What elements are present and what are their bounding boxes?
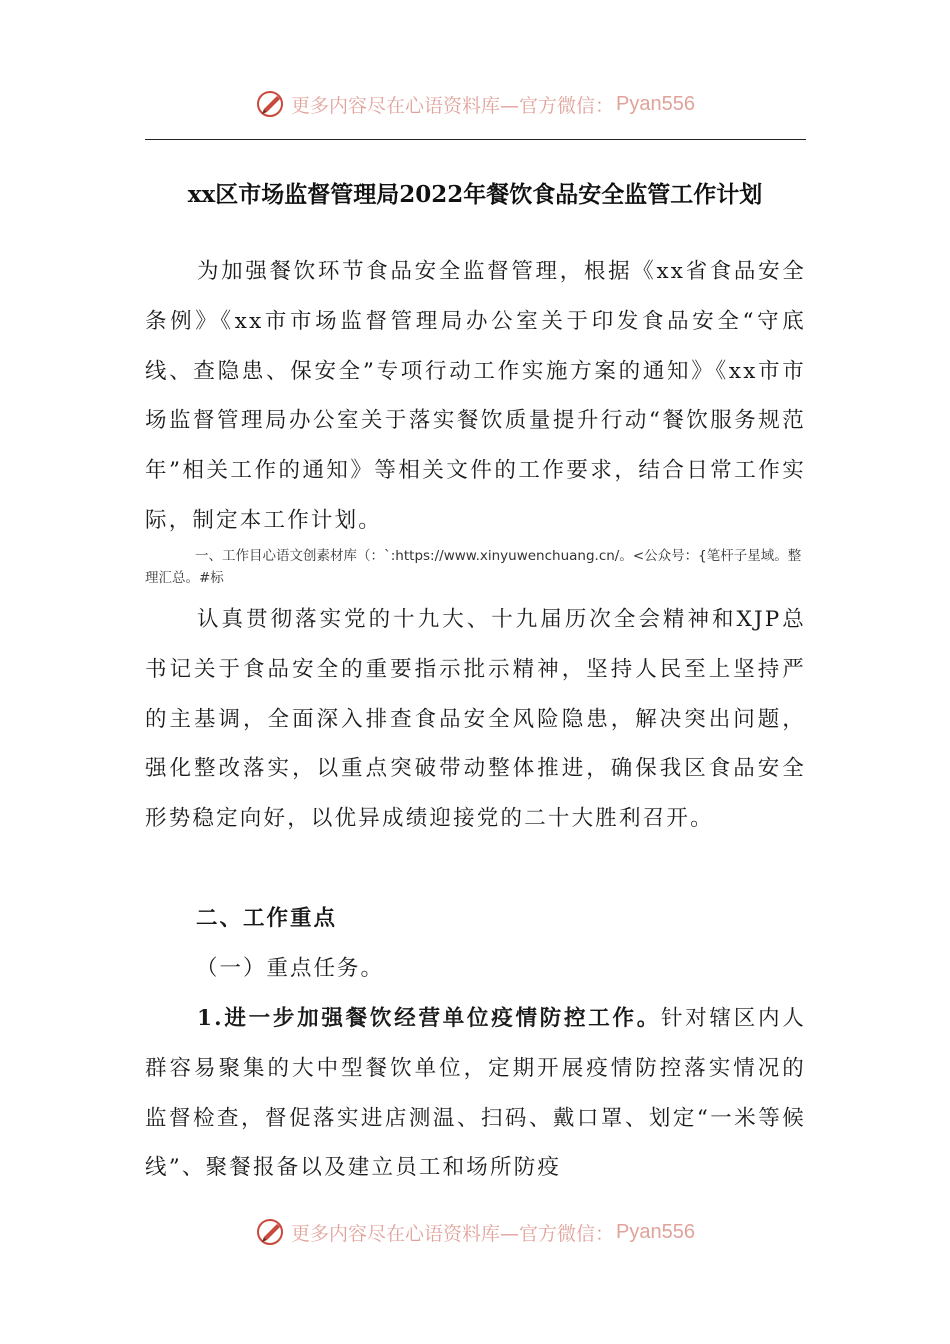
watermark-handle: Pyan556 — [616, 92, 695, 115]
item1-text: 针对辖区内人群容易聚集的大中型餐饮单位，定期开展疫情防控落实情况的监督检查，督促落实进店测温、扫码、戴口罩、划定“一米等候线”、聚餐报备以及建立员工和场所防疫 — [145, 1006, 806, 1181]
intro-paragraph: 为加强餐饮环节食品安全监督管理，根据《xx省食品安全条例》《xx市市场监督管理局办公室关于印发食品安全“守底线、查隐患、保安全”专项行动工作实施方案的通知》《xx市市场监督管理局办公室关于落实餐饮质量提升行动“餐饮服务规范年”相关工作的通知》等相关文件的工作要求，结合日常工作实际，制定本工作计划。 — [145, 259, 806, 533]
pen-logo-icon — [255, 88, 287, 120]
section1-paragraph: 认真贯彻落实党的十九大、十九届历次全会精神和XJP总书记关于食品安全的重要指示批示精神，坚持人民至上坚持严的主基调，全面深入排查食品安全风险隐患，解决突出问题，强化整改落实，以重点突破带动整体推进，确保我区食品安全形势稳定向好，以优异成绩迎接党的二十大胜利召开。 — [145, 607, 806, 832]
watermark-text: 更多内容尽在心语资料库—官方微信： — [291, 1222, 615, 1245]
watermark-handle: Pyan556 — [616, 1220, 695, 1243]
header-rule — [145, 139, 806, 140]
pen-logo-icon — [255, 1216, 287, 1248]
watermark-footer — [0, 1212, 950, 1252]
section1-heading-note: 一、工作目心语文创素材库（：`:https://www.xinyuwenchuang.cn/。<公众号：{笔杆子星域。整理汇总。#标 — [145, 548, 802, 586]
item1-paragraph — [145, 994, 806, 1193]
document-title: xx区市场监督管理局2022年餐饮食品安全监管工作计划 — [187, 181, 763, 208]
item1-lead: 1.进一步加强餐饮经营单位疫情防控工作。 — [197, 1006, 662, 1031]
watermark-text: 更多内容尽在心语资料库—官方微信： — [291, 94, 615, 117]
section2-heading: 二、工作重点 — [196, 906, 338, 931]
subsection-heading: （一）重点任务。 — [196, 956, 385, 981]
watermark-header — [0, 84, 950, 124]
